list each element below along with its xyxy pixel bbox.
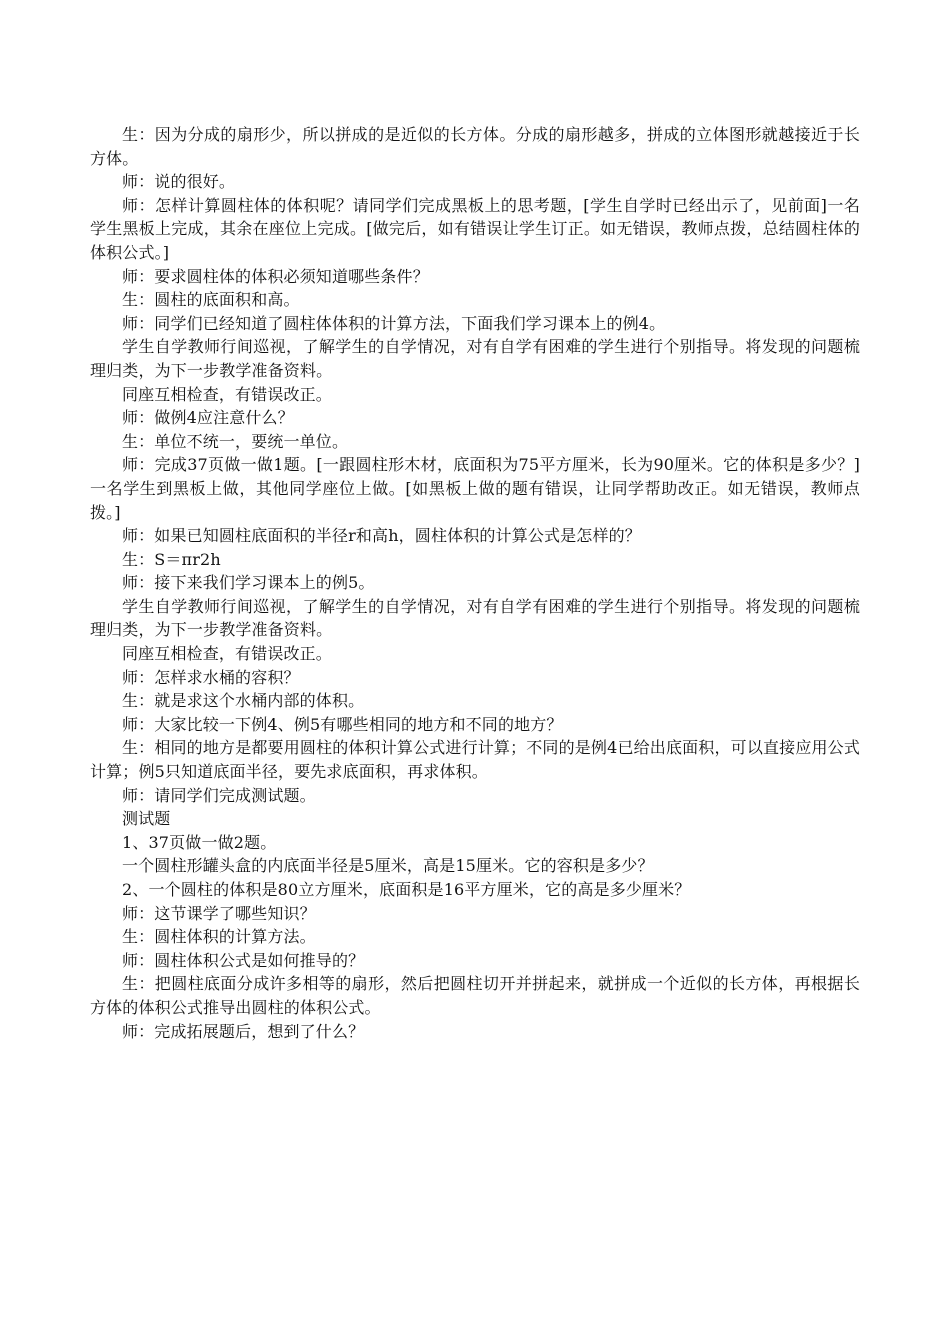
question-item: 1、37页做一做2题。: [122, 832, 277, 852]
formula-paragraph: 生：S＝πr2h: [122, 549, 221, 569]
paragraph: 师：大家比较一下例4、例5有哪些相同的地方和不同的地方？: [122, 714, 563, 734]
paragraph: 同座互相检查，有错误改正。: [122, 644, 332, 664]
paragraph: 师：如果已知圆柱底面积的半径r和高h，圆柱体积的计算公式是怎样的？: [122, 526, 641, 546]
paragraph: 同座互相检查，有错误改正。: [122, 384, 332, 404]
paragraph: 师：完成拓展题后，想到了什么？: [122, 1021, 365, 1041]
document-body: [90, 123, 860, 1043]
paragraph: 生：把圆柱底面分成许多相等的扇形，然后把圆柱切开并拼起来，就拼成一个近似的长方体，再根据长方体的体积公式推导出圆柱的体积公式。: [90, 974, 860, 1017]
paragraph: 师：怎样求水桶的容积？: [122, 667, 300, 687]
paragraph: 师：怎样计算圆柱体的体积呢？请同学们完成黑板上的思考题，[学生自学时已经出示了，见前面]一名学生黑板上完成，其余在座位上完成。[做完后，如有错误让学生订正。如无错误，教师点拨，总结圆柱体的体积公式。]: [90, 195, 860, 262]
paragraph: 师：这节课学了哪些知识？: [122, 903, 316, 923]
paragraph: 师：完成37页做一做1题。[一跟圆柱形木材，底面积为75平方厘米，长为90厘米。它的体积是多少？]一名学生到黑板上做，其他同学座位上做。[如黑板上做的题有错误，让同学帮助改正。如无错误，教师点拨。]: [90, 455, 860, 522]
paragraph: 师：接下来我们学习课本上的例5。: [122, 573, 375, 593]
paragraph: 生：圆柱体积的计算方法。: [122, 927, 316, 947]
question-text: 一个圆柱形罐头盒的内底面半径是5厘米，高是15厘米。它的容积是多少？: [122, 856, 654, 876]
paragraph: 师：要求圆柱体的体积必须知道哪些条件？: [122, 266, 429, 286]
paragraph: 生：单位不统一，要统一单位。: [122, 431, 349, 451]
paragraph: 师：做例4应注意什么？: [122, 408, 294, 428]
paragraph: 学生自学教师行间巡视，了解学生的自学情况，对有自学有困难的学生进行个别指导。将发现的问题梳理归类，为下一步教学准备资料。: [90, 596, 860, 640]
paragraph: 学生自学教师行间巡视，了解学生的自学情况，对有自学有困难的学生进行个别指导。将发现的问题梳理归类，为下一步教学准备资料。: [90, 337, 860, 380]
paragraph: 师：圆柱体积公式是如何推导的？: [122, 950, 365, 970]
paragraph: 生：因为分成的扇形少，所以拼成的是近似的长方体。分成的扇形越多，拼成的立体图形就越接近于长方体。: [90, 125, 860, 168]
paragraph: 师：请同学们完成测试题。: [122, 785, 316, 805]
paragraph: 生：相同的地方是都要用圆柱的体积计算公式进行计算；不同的是例4已给出底面积，可以直接应用公式计算；例5只知道底面半径，要先求底面积，再求体积。: [90, 738, 860, 782]
paragraph: 生：就是求这个水桶内部的体积。: [122, 691, 365, 711]
paragraph: 师：说的很好。: [122, 172, 236, 192]
paragraph: 生：圆柱的底面积和高。: [122, 290, 300, 310]
question-item: 2、一个圆柱的体积是80立方厘米，底面积是16平方厘米，它的高是多少厘米？: [122, 880, 691, 899]
paragraph: 师：同学们已经知道了圆柱体体积的计算方法，下面我们学习课本上的例4。: [122, 313, 666, 333]
section-heading: 测试题: [122, 809, 171, 829]
